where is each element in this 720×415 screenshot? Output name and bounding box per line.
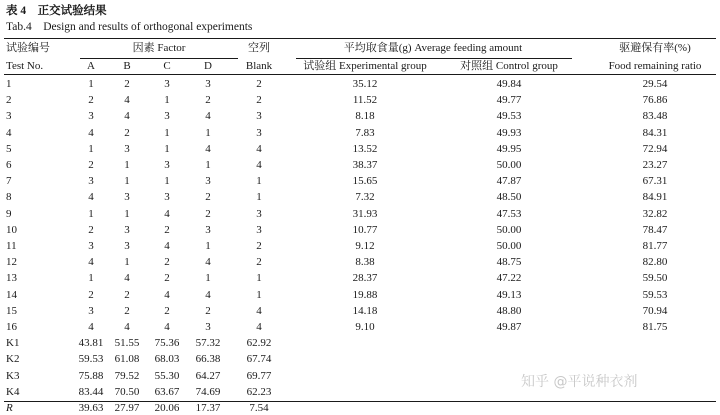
cell-k-factor-a: 75.88: [78, 369, 104, 382]
cell-factor-b: 3: [124, 240, 130, 252]
cell-factor-d: 1: [205, 240, 211, 252]
cell-factor-c: 4: [164, 207, 170, 220]
cell-test-no: 2: [6, 94, 12, 107]
cell-factor-c: 1: [164, 142, 170, 155]
cell-factor-c: 3: [164, 159, 170, 171]
cell-factor-b: 2: [124, 304, 130, 317]
cell-factor-b: 1: [124, 175, 130, 188]
cell-k-blank: 69.77: [246, 369, 272, 382]
cell-control: 47.53: [496, 207, 522, 220]
cell-factor-d: 4: [205, 142, 211, 155]
cell-factor-c: 2: [164, 272, 170, 285]
header-blank-cn: 空列: [248, 42, 270, 54]
cell-k-factor-d: 17.37: [195, 402, 221, 414]
cell-remaining: 72.94: [642, 142, 668, 155]
cell-factor-d: 4: [205, 110, 211, 123]
header-experimental-group: 试验组 Experimental group: [303, 60, 427, 72]
cell-k-factor-a: 39.63: [78, 402, 104, 414]
cell-factor-a: 1: [88, 142, 94, 155]
cell-blank: 4: [256, 321, 262, 333]
cell-k-factor-d: 64.27: [195, 369, 221, 382]
cell-factor-b: 1: [124, 159, 130, 171]
cell-remaining: 84.31: [642, 126, 668, 139]
cell-experimental: 35.12: [352, 78, 378, 90]
cell-k-factor-b: 61.08: [114, 353, 140, 366]
cell-k-blank: 7.54: [249, 402, 269, 414]
cell-blank: 2: [256, 94, 262, 107]
cell-control: 50.00: [496, 223, 522, 236]
cell-factor-c: 2: [164, 304, 170, 317]
cell-control: 49.13: [496, 288, 522, 301]
cell-test-no: 11: [6, 240, 17, 252]
header-control-group: 对照组 Control group: [460, 60, 558, 72]
header-rule: [4, 74, 716, 75]
cell-factor-d: 4: [205, 256, 211, 269]
cell-control: 48.80: [496, 304, 522, 317]
cell-k-factor-c: 75.36: [154, 337, 180, 350]
cell-factor-b: 4: [124, 272, 130, 285]
cell-control: 49.93: [496, 126, 522, 139]
cell-factor-b: 2: [124, 126, 130, 139]
cell-factor-d: 2: [205, 94, 211, 107]
cell-control: 48.75: [496, 256, 522, 269]
cell-test-no: 12: [6, 256, 17, 269]
cell-test-no: 9: [6, 207, 12, 220]
cell-k-blank: 62.23: [246, 385, 272, 398]
cell-factor-b: 2: [124, 288, 130, 301]
cell-factor-c: 3: [164, 110, 170, 123]
cell-experimental: 9.12: [355, 240, 375, 252]
cell-k-label: K2: [6, 353, 20, 366]
cell-factor-b: 4: [124, 94, 130, 107]
cell-experimental: 8.18: [355, 110, 375, 123]
cell-k-blank: 62.92: [246, 337, 272, 350]
cell-control: 49.77: [496, 94, 522, 107]
cell-factor-b: 2: [124, 78, 130, 90]
header-test-no-cn: 试验编号: [6, 42, 50, 54]
cell-factor-d: 2: [205, 207, 211, 220]
cell-test-no: 10: [6, 223, 17, 236]
cell-blank: 4: [256, 304, 262, 317]
cell-experimental: 7.32: [355, 191, 375, 204]
cell-remaining: 59.50: [642, 272, 668, 285]
cell-experimental: 28.37: [352, 272, 378, 285]
cell-blank: 4: [256, 159, 262, 171]
cell-experimental: 9.10: [355, 321, 375, 333]
cell-factor-c: 1: [164, 175, 170, 188]
cell-experimental: 11.52: [352, 94, 378, 107]
cell-factor-c: 2: [164, 256, 170, 269]
cell-blank: 4: [256, 142, 262, 155]
cell-test-no: 4: [6, 126, 12, 139]
cell-test-no: 14: [6, 288, 17, 301]
cell-k-factor-d: 57.32: [195, 337, 221, 350]
cell-remaining: 83.48: [642, 110, 668, 123]
cell-blank: 1: [256, 175, 262, 188]
cell-k-factor-b: 79.52: [114, 369, 140, 382]
cell-remaining: 81.77: [642, 240, 668, 252]
cell-test-no: 5: [6, 142, 12, 155]
cell-blank: 2: [256, 78, 262, 90]
cell-blank: 2: [256, 256, 262, 269]
cell-factor-a: 1: [88, 272, 94, 285]
cell-factor-d: 2: [205, 191, 211, 204]
header-test-no-en: Test No.: [6, 60, 44, 72]
cell-blank: 1: [256, 272, 262, 285]
cell-factor-a: 1: [88, 78, 94, 90]
cell-factor-c: 3: [164, 78, 170, 90]
cell-factor-b: 4: [124, 110, 130, 123]
cell-k-factor-a: 43.81: [78, 337, 104, 350]
cell-control: 49.95: [496, 142, 522, 155]
cell-blank: 1: [256, 191, 262, 204]
cell-factor-a: 2: [88, 159, 94, 171]
cell-test-no: 7: [6, 175, 12, 188]
header-factor-c: C: [163, 60, 171, 72]
cell-factor-d: 2: [205, 304, 211, 317]
cell-blank: 3: [256, 223, 262, 236]
cell-factor-b: 4: [124, 321, 130, 333]
cell-factor-a: 2: [88, 288, 94, 301]
cell-k-label: K4: [6, 385, 20, 398]
cell-k-blank: 67.74: [246, 353, 272, 366]
cell-test-no: 6: [6, 159, 12, 171]
cell-k-factor-c: 63.67: [154, 385, 180, 398]
top-rule: [4, 38, 716, 39]
cell-factor-c: 4: [164, 240, 170, 252]
cell-experimental: 10.77: [352, 223, 378, 236]
cell-k-label: K1: [6, 337, 20, 350]
header-remaining-cn: 驱避保有率(%): [619, 42, 691, 54]
bottom-rule: [4, 401, 716, 402]
cell-remaining: 23.27: [642, 159, 668, 171]
cell-remaining: 81.75: [642, 321, 668, 333]
cell-factor-d: 1: [205, 159, 211, 171]
cell-k-factor-d: 66.38: [195, 353, 221, 366]
cell-k-factor-b: 27.97: [114, 402, 140, 414]
cell-factor-a: 4: [88, 191, 94, 204]
cell-k-label: K3: [6, 369, 20, 382]
cell-remaining: 84.91: [642, 191, 668, 204]
header-blank-en: Blank: [245, 60, 273, 72]
cell-remaining: 59.53: [642, 288, 668, 301]
cell-factor-b: 1: [124, 207, 130, 220]
cell-factor-d: 3: [205, 223, 211, 236]
cell-remaining: 82.80: [642, 256, 668, 269]
cell-experimental: 7.83: [355, 126, 375, 139]
table-caption-en: Tab.4 Design and results of orthogonal experiments: [6, 21, 253, 33]
cell-factor-d: 3: [205, 321, 211, 333]
cell-factor-b: 1: [124, 256, 130, 269]
cell-factor-a: 3: [88, 110, 94, 123]
cell-factor-c: 1: [164, 126, 170, 139]
cell-factor-c: 2: [164, 223, 170, 236]
cell-factor-d: 4: [205, 288, 211, 301]
cell-blank: 3: [256, 110, 262, 123]
cell-remaining: 32.82: [642, 207, 668, 220]
cell-control: 49.84: [496, 78, 522, 90]
cell-control: 47.22: [496, 272, 522, 285]
cell-factor-c: 3: [164, 191, 170, 204]
cell-k-factor-a: 59.53: [78, 353, 104, 366]
cell-factor-b: 3: [124, 191, 130, 204]
cell-factor-a: 3: [88, 175, 94, 188]
cell-control: 49.53: [496, 110, 522, 123]
cell-experimental: 19.88: [352, 288, 378, 301]
cell-k-factor-a: 83.44: [78, 385, 104, 398]
cell-remaining: 70.94: [642, 304, 668, 317]
cell-experimental: 38.37: [352, 159, 378, 171]
cell-control: 49.87: [496, 321, 522, 333]
cell-test-no: 15: [6, 304, 17, 317]
cell-factor-a: 2: [88, 223, 94, 236]
cell-test-no: 13: [6, 272, 17, 285]
cell-k-factor-c: 55.30: [154, 369, 180, 382]
cell-factor-d: 1: [205, 126, 211, 139]
cell-experimental: 14.18: [352, 304, 378, 317]
factor-subrule: [80, 58, 238, 59]
cell-test-no: 1: [6, 78, 12, 90]
cell-k-label: R: [6, 402, 13, 414]
cell-control: 47.87: [496, 175, 522, 188]
header-factor: 因素 Factor: [132, 42, 186, 54]
header-remaining-en: Food remaining ratio: [608, 60, 702, 72]
average-feeding-subrule: [296, 58, 572, 59]
cell-factor-c: 4: [164, 288, 170, 301]
cell-k-factor-c: 68.03: [154, 353, 180, 366]
header-average-feeding: 平均取食量(g) Average feeding amount: [343, 42, 523, 54]
cell-k-factor-b: 70.50: [114, 385, 140, 398]
watermark: 知乎 @平说种衣剂: [521, 374, 638, 390]
cell-test-no: 16: [6, 321, 17, 333]
cell-blank: 3: [256, 207, 262, 220]
cell-factor-a: 1: [88, 207, 94, 220]
table-caption-cn: 表 4 正交试验结果: [6, 5, 107, 17]
cell-factor-a: 3: [88, 240, 94, 252]
cell-factor-b: 3: [124, 142, 130, 155]
cell-factor-c: 1: [164, 94, 170, 107]
cell-factor-c: 4: [164, 321, 170, 333]
cell-remaining: 76.86: [642, 94, 668, 107]
cell-factor-d: 3: [205, 78, 211, 90]
cell-blank: 2: [256, 240, 262, 252]
cell-factor-a: 4: [88, 126, 94, 139]
cell-factor-d: 1: [205, 272, 211, 285]
cell-factor-a: 4: [88, 256, 94, 269]
cell-control: 50.00: [496, 159, 522, 171]
cell-test-no: 3: [6, 110, 12, 123]
cell-factor-d: 3: [205, 175, 211, 188]
cell-blank: 3: [256, 126, 262, 139]
cell-control: 48.50: [496, 191, 522, 204]
header-factor-a: A: [87, 60, 95, 72]
cell-test-no: 8: [6, 191, 12, 204]
header-factor-b: B: [123, 60, 131, 72]
cell-remaining: 78.47: [642, 223, 668, 236]
cell-factor-a: 2: [88, 94, 94, 107]
cell-control: 50.00: [496, 240, 522, 252]
cell-k-factor-c: 20.06: [154, 402, 180, 414]
cell-remaining: 29.54: [642, 78, 668, 90]
cell-factor-a: 4: [88, 321, 94, 333]
header-factor-d: D: [204, 60, 212, 72]
cell-factor-b: 3: [124, 223, 130, 236]
cell-experimental: 8.38: [355, 256, 375, 269]
cell-remaining: 67.31: [642, 175, 668, 188]
cell-k-factor-b: 51.55: [114, 337, 140, 350]
cell-experimental: 31.93: [352, 207, 378, 220]
cell-factor-a: 3: [88, 304, 94, 317]
cell-experimental: 13.52: [352, 142, 378, 155]
cell-blank: 1: [256, 288, 262, 301]
cell-k-factor-d: 74.69: [195, 385, 221, 398]
cell-experimental: 15.65: [352, 175, 378, 188]
